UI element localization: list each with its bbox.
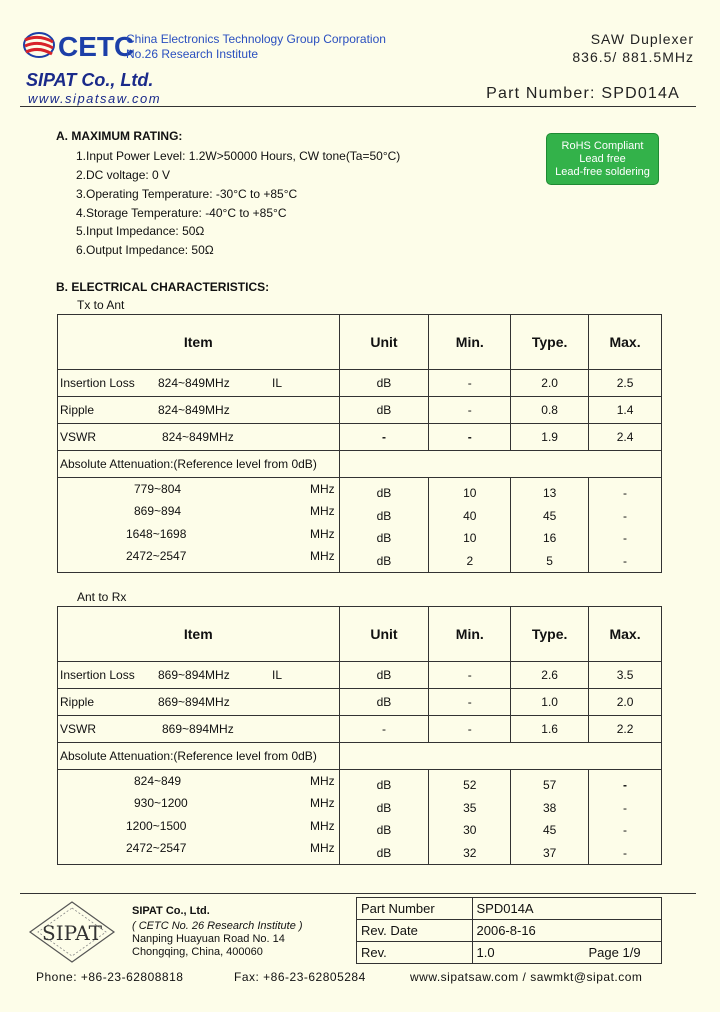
row-name: VSWR [60, 722, 96, 736]
header-max: Max. [589, 607, 662, 662]
footer-rev-label: Rev. [357, 942, 473, 964]
row-typ: 2.6 [511, 662, 589, 689]
part-number-header: Part Number: SPD014A [486, 85, 680, 102]
row-freq: 869~894MHz [162, 722, 234, 736]
att-max: - [623, 778, 628, 792]
row-max: 2.5 [589, 370, 662, 397]
row-symbol: IL [272, 376, 283, 390]
rx-caption: Ant to Rx [77, 590, 127, 604]
footer-rev-value: 1.0 [476, 945, 495, 960]
table-row [58, 662, 662, 689]
att-typ: 5 [546, 553, 553, 568]
sipat-seal-icon [26, 900, 118, 964]
table-header-row [58, 607, 662, 662]
product-frequency: 836.5/ 881.5MHz [572, 49, 694, 65]
att-min: 52 [463, 778, 477, 792]
footer-address-2: Chongqing, China, 400060 [132, 946, 263, 958]
att-mhz: MHz [310, 527, 335, 541]
att-unit: dB [376, 508, 392, 523]
att-min: 30 [463, 823, 477, 837]
footer-institute: ( CETC No. 26 Research Institute ) [132, 920, 303, 932]
table-row [58, 370, 662, 397]
row-min: - [429, 689, 511, 716]
row-unit: dB [339, 397, 429, 424]
row-name: Insertion Loss [60, 376, 135, 390]
table-row [58, 397, 662, 424]
abs-attenuation-label: Absolute Attenuation:(Reference level from 0dB) [58, 451, 340, 478]
footer-date-value: 2006-8-16 [472, 920, 661, 942]
row-name: Ripple [60, 403, 95, 417]
row-freq: 869~894MHz [158, 668, 230, 682]
att-typ: 57 [542, 778, 557, 792]
rx-table [57, 606, 662, 865]
footer-pn-label: Part Number [357, 898, 473, 920]
att-unit: dB [376, 531, 392, 545]
seal-text: SIPAT [42, 921, 102, 945]
footer-pn-value: SPD014A [472, 898, 661, 920]
electrical-title: B. ELECTRICAL CHARACTERISTICS: [56, 280, 270, 294]
max-rating-title: A. MAXIMUM RATING: [56, 129, 183, 143]
footer-company: SIPAT Co., Ltd. [132, 905, 210, 917]
att-range: 1648~1698 [126, 527, 187, 541]
att-min: 2 [466, 553, 474, 568]
table-row [58, 716, 662, 743]
att-unit: dB [376, 845, 392, 860]
att-min: 10 [463, 486, 477, 500]
row-min: - [429, 397, 511, 424]
row-max: 2.2 [589, 716, 662, 743]
row-min: - [429, 424, 511, 451]
header-divider [20, 106, 696, 107]
att-range: 824~849 [134, 774, 182, 788]
row-max: 2.0 [589, 689, 662, 716]
footer-divider [20, 893, 696, 894]
att-unit: dB [376, 553, 392, 568]
row-max: 2.4 [589, 424, 662, 451]
att-typ: 38 [542, 800, 557, 815]
rohs-line-2: Lead free [579, 153, 626, 165]
row-max: 3.5 [589, 662, 662, 689]
tx-table [57, 314, 662, 573]
row-unit: dB [339, 662, 429, 689]
att-range: 1200~1500 [126, 819, 187, 833]
att-range: 2472~2547 [126, 841, 187, 855]
att-unit: dB [376, 778, 392, 792]
rohs-line-1: RoHS Compliant [561, 140, 644, 152]
rohs-badge [546, 133, 659, 185]
att-max: - [623, 508, 628, 523]
row-freq: 824~849MHz [158, 403, 230, 417]
table-header-row [58, 315, 662, 370]
header-typ: Type. [511, 315, 589, 370]
att-typ: 45 [542, 508, 557, 523]
att-range: 779~804 [134, 482, 182, 496]
company-subtitle: No.26 Research Institute [126, 47, 259, 61]
footer-fax: Fax: +86-23-62805284 [234, 970, 366, 984]
att-max: - [623, 823, 628, 837]
header-item: Item [58, 315, 340, 370]
sipat-url[interactable]: www.sipatsaw.com [28, 91, 162, 106]
company-name: China Electronics Technology Group Corporation [126, 32, 386, 46]
product-type: SAW Duplexer [590, 31, 694, 47]
row-unit: dB [339, 370, 429, 397]
max-rating-item: 2.DC voltage: 0 V [76, 168, 171, 182]
att-max: - [623, 553, 628, 568]
footer-page: Page 1/9 [588, 945, 641, 960]
att-min: 35 [463, 800, 477, 815]
att-mhz: MHz [310, 796, 335, 810]
att-unit: dB [376, 800, 392, 815]
footer-address-1: Nanping Huayuan Road No. 14 [132, 933, 285, 945]
att-min: 40 [463, 508, 477, 523]
row-unit: dB [339, 689, 429, 716]
row-unit: - [339, 424, 429, 451]
table-row [58, 743, 662, 770]
footer-web[interactable]: www.sipatsaw.com / sawmkt@sipat.com [410, 970, 643, 984]
abs-attenuation-label: Absolute Attenuation:(Reference level from 0dB) [58, 743, 340, 770]
table-row [58, 451, 662, 478]
max-rating-item: 1.Input Power Level: 1.2W>50000 Hours, CW tone(Ta=50°C) [76, 149, 401, 163]
rohs-line-3: Lead-free soldering [555, 166, 650, 178]
row-unit: - [339, 716, 429, 743]
row-freq: 824~849MHz [162, 430, 234, 444]
att-unit: dB [376, 486, 392, 500]
cetc-logo-text: CETC [58, 31, 135, 62]
header-min: Min. [429, 315, 511, 370]
att-typ: 45 [542, 823, 557, 837]
row-name: Insertion Loss [60, 668, 135, 682]
header-max: Max. [589, 315, 662, 370]
row-typ: 1.9 [511, 424, 589, 451]
row-name: Ripple [60, 695, 95, 709]
row-symbol: IL [272, 668, 283, 682]
row-typ: 2.0 [511, 370, 589, 397]
att-typ: 16 [542, 531, 557, 545]
table-row [58, 689, 662, 716]
header-item: Item [58, 607, 340, 662]
header-unit: Unit [339, 315, 429, 370]
att-range: 930~1200 [134, 796, 188, 810]
row-min: - [429, 716, 511, 743]
table-row [58, 478, 662, 573]
att-range: 2472~2547 [126, 549, 187, 563]
tx-caption: Tx to Ant [77, 298, 125, 312]
row-freq: 824~849MHz [158, 376, 230, 390]
att-max: - [623, 531, 628, 545]
max-rating-item: 6.Output Impedance: 50Ω [76, 243, 214, 257]
row-max: 1.4 [589, 397, 662, 424]
att-max: - [623, 800, 628, 815]
max-rating-item: 5.Input Impedance: 50Ω [76, 224, 205, 238]
row-min: - [429, 662, 511, 689]
att-range: 869~894 [134, 504, 182, 518]
row-typ: 0.8 [511, 397, 589, 424]
footer-info-table [356, 897, 662, 964]
row-min: - [429, 370, 511, 397]
att-typ: 13 [542, 486, 557, 500]
max-rating-item: 4.Storage Temperature: -40°C to +85°C [76, 206, 287, 220]
row-typ: 1.6 [511, 716, 589, 743]
att-mhz: MHz [310, 819, 335, 833]
att-mhz: MHz [310, 549, 335, 563]
att-mhz: MHz [310, 504, 335, 518]
row-freq: 869~894MHz [158, 695, 230, 709]
table-row [58, 770, 662, 865]
att-max: - [623, 486, 628, 500]
att-min: 32 [463, 845, 477, 860]
cetc-logo-icon [22, 30, 56, 60]
att-mhz: MHz [310, 841, 335, 855]
max-rating-item: 3.Operating Temperature: -30°C to +85°C [76, 187, 298, 201]
att-mhz: MHz [310, 774, 335, 788]
att-min: 10 [463, 531, 477, 545]
footer-phone: Phone: +86-23-62808818 [36, 970, 184, 984]
att-unit: dB [376, 823, 392, 837]
header-unit: Unit [339, 607, 429, 662]
att-typ: 37 [542, 845, 557, 860]
att-max: - [623, 845, 628, 860]
header-typ: Type. [511, 607, 589, 662]
row-name: VSWR [60, 430, 96, 444]
row-typ: 1.0 [511, 689, 589, 716]
att-mhz: MHz [310, 482, 335, 496]
footer-date-label: Rev. Date [357, 920, 473, 942]
sipat-title: SIPAT Co., Ltd. [26, 70, 154, 90]
header-min: Min. [429, 607, 511, 662]
table-row [58, 424, 662, 451]
